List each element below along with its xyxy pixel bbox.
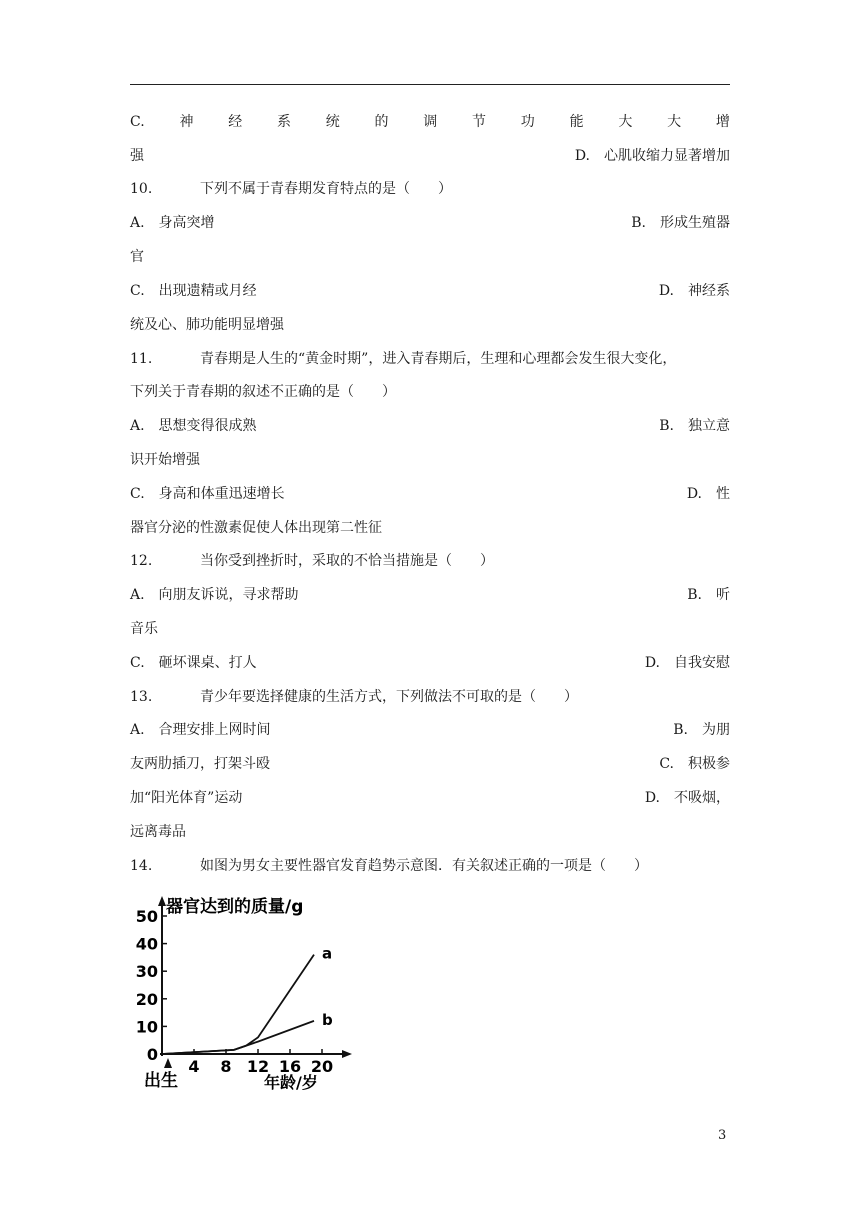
q9c-char: 能 xyxy=(569,114,584,130)
q13-option-d-wrap: 远离毒品 xyxy=(130,824,186,840)
x-axis-label: 年龄/岁 xyxy=(264,1073,318,1092)
q11-options-cd xyxy=(130,482,730,506)
q12-options-cd xyxy=(130,651,730,675)
q9c-char: 调 xyxy=(423,114,438,130)
q13-option-c: C. 积极参 xyxy=(659,756,730,772)
q9c-char: 的 xyxy=(374,114,389,130)
q11-option-d-wrap: 器官分泌的性激素促使人体出现第二性征 xyxy=(130,520,382,536)
q9c-wrap: 强 xyxy=(130,148,144,164)
question-number: 13. xyxy=(130,689,153,705)
q13-option-a: A. 合理安排上网时间 xyxy=(130,722,271,738)
y-tick-label: 0 xyxy=(146,1045,158,1064)
q13-option-c-wrap: 加“阳光体育”运动 xyxy=(130,790,243,806)
x-tick-label: 20 xyxy=(310,1057,334,1076)
question-number: 10. xyxy=(130,181,153,197)
y-tick-label: 30 xyxy=(135,962,158,982)
q9c-char: 节 xyxy=(472,114,487,130)
origin-arrow xyxy=(164,1058,172,1068)
origin-label: 出生 xyxy=(144,1071,178,1091)
q9-option-c xyxy=(130,110,730,134)
q13-line-bc xyxy=(130,752,730,776)
q9c-char: 系 xyxy=(276,114,291,130)
series-line-a xyxy=(162,955,314,1054)
q9-line2 xyxy=(130,144,730,168)
question-stem-wrap: 下列关于青春期的叙述不正确的是（ ） xyxy=(130,384,396,400)
question-12 xyxy=(130,549,730,573)
q10-wrap-b xyxy=(130,245,730,269)
question-13 xyxy=(130,685,730,709)
chart-svg xyxy=(135,892,368,1092)
q13-option-b: B. 为朋 xyxy=(673,722,730,738)
q12-options-ab xyxy=(130,583,730,607)
q11-wrap-b xyxy=(130,448,730,472)
q11-option-b: B. 独立意 xyxy=(659,418,730,434)
q9c-char: 统 xyxy=(325,114,340,130)
q12-option-b-wrap: 音乐 xyxy=(130,621,158,637)
q11-option-a: A. 思想变得很成熟 xyxy=(130,418,257,434)
q10-option-b: B. 形成生殖器 xyxy=(631,215,730,231)
q11-stem-wrap xyxy=(130,380,730,404)
x-tick-label: 16 xyxy=(278,1057,302,1076)
question-10 xyxy=(130,177,730,201)
q12-option-c: C. 砸坏课桌、打人 xyxy=(130,655,257,671)
q9c-char: 增 xyxy=(715,114,730,130)
q9c-char: 功 xyxy=(520,114,535,130)
q13-options-ab xyxy=(130,718,730,742)
question-11 xyxy=(130,347,730,371)
q10-option-c: C. 出现遗精或月经 xyxy=(130,283,257,299)
question-stem: 当你受到挫折时，采取的不恰当措施是（ ） xyxy=(200,553,494,569)
q10-option-b-wrap: 官 xyxy=(130,249,144,265)
q9c-char: 大 xyxy=(667,114,682,130)
question-stem: 下列不属于青春期发育特点的是（ ） xyxy=(200,181,452,197)
q12-option-d: D. 自我安慰 xyxy=(644,655,730,671)
q9c-char: 大 xyxy=(618,114,633,130)
y-axis-label: 器官达到的质量/g xyxy=(166,897,304,917)
q9c-char: 神 xyxy=(179,114,194,130)
q11-options-ab xyxy=(130,414,730,438)
question-stem: 青少年要选择健康的生活方式，下列做法不可取的是（ ） xyxy=(200,689,578,705)
q9c-label: C. xyxy=(130,114,145,130)
q9-option-d: D. 心肌收缩力显著增加 xyxy=(574,148,730,164)
q12-wrap-b xyxy=(130,617,730,641)
question-14 xyxy=(130,854,730,878)
q13-line-cd xyxy=(130,786,730,810)
q13-option-b-wrap: 友两肋插刀，打架斗殴 xyxy=(130,756,270,772)
header-rule xyxy=(130,84,730,85)
q10-option-d: D. 神经系 xyxy=(658,283,730,299)
q10-option-a: A. 身高突增 xyxy=(130,215,215,231)
question-number: 11. xyxy=(130,351,153,367)
x-tick-label: 12 xyxy=(246,1057,270,1076)
y-axis-arrow xyxy=(158,896,166,906)
q11-option-c: C. 身高和体重迅速增长 xyxy=(130,486,285,502)
q11-wrap-d xyxy=(130,516,730,540)
q10-wrap-d xyxy=(130,313,730,337)
q10-options-ab xyxy=(130,211,730,235)
question-number: 12. xyxy=(130,553,153,569)
x-tick-label: 4 xyxy=(188,1057,200,1076)
question-stem: 如图为男女主要性器官发育趋势示意图．有关叙述正确的一项是（ ） xyxy=(200,858,648,874)
y-tick-label: 40 xyxy=(135,934,158,954)
organ-development-chart xyxy=(135,892,368,1096)
y-tick-label: 50 xyxy=(135,907,158,926)
q12-option-b: B. 听 xyxy=(687,587,730,603)
series-label-b: b xyxy=(322,1010,333,1029)
question-number: 14. xyxy=(130,858,153,874)
x-tick-label: 8 xyxy=(220,1057,232,1076)
q11-option-d: D. 性 xyxy=(686,486,730,502)
y-tick-label: 10 xyxy=(135,1017,158,1037)
y-tick-label: 20 xyxy=(135,989,158,1009)
q11-option-b-wrap: 识开始增强 xyxy=(130,452,200,468)
q10-option-d-wrap: 统及心、肺功能明显增强 xyxy=(130,317,284,333)
q13-option-d: D. 不吸烟， xyxy=(644,790,730,806)
series-label-a: a xyxy=(322,944,333,963)
q9c-char: 经 xyxy=(228,114,243,130)
q13-wrap-d xyxy=(130,820,730,844)
q10-options-cd xyxy=(130,279,730,303)
q12-option-a: A. 向朋友诉说，寻求帮助 xyxy=(130,587,299,603)
x-axis-arrow xyxy=(342,1050,352,1058)
page-number: 3 xyxy=(718,1128,727,1143)
series-line-b xyxy=(162,1021,314,1054)
question-stem: 青春期是人生的“黄金时期”，进入青春期后，生理和心理都会发生很大变化， xyxy=(200,351,677,367)
